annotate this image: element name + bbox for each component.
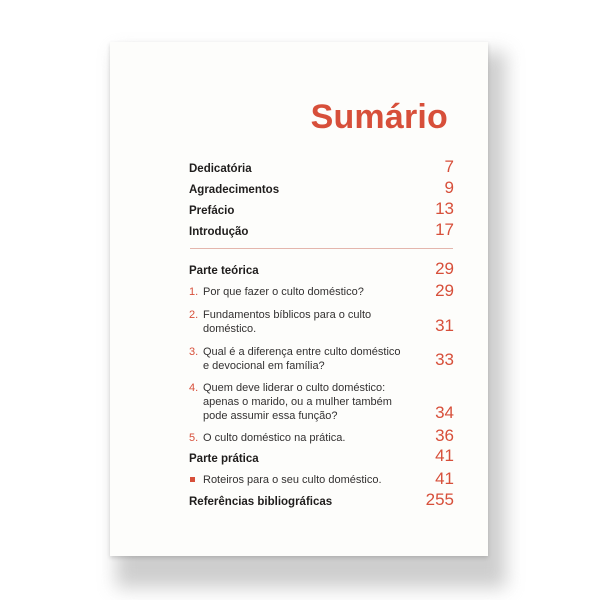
toc-chapter-page: 33	[435, 350, 454, 369]
toc-part-page: 41	[435, 446, 454, 465]
toc-chapter-3	[189, 342, 454, 376]
toc-chapter-page: 34	[435, 403, 454, 422]
toc-chapter-number: 4.	[189, 382, 199, 394]
toc-chapter-1	[189, 282, 454, 304]
toc-entry-agradecimentos	[189, 179, 454, 199]
toc-chapter-5	[189, 427, 454, 449]
toc-chapter-page: 36	[435, 426, 454, 445]
toc-part-teorica	[189, 260, 454, 280]
toc-entry-prefacio	[189, 200, 454, 220]
toc-practical-label: Roteiros para o seu culto doméstico.	[203, 474, 382, 486]
toc-part-pratica	[189, 447, 454, 467]
toc-entry-label: Prefácio	[189, 205, 235, 217]
toc-chapter-number: 1.	[189, 286, 199, 298]
toc-entry-label: Dedicatória	[189, 163, 252, 175]
toc-chapter-number: 3.	[189, 346, 199, 358]
toc-entry-page: 13	[435, 199, 454, 218]
toc-chapter-label: Quem deve liderar o culto doméstico: apenas o marido, ou a mulher também pode assumir essa função?	[203, 382, 392, 422]
toc-chapter-label: Fundamentos bíblicos para o culto doméstico.	[203, 309, 372, 335]
toc-part-page: 29	[435, 259, 454, 278]
toc-entry-dedicatoria	[189, 158, 454, 178]
book-page	[110, 42, 488, 556]
toc-chapter-number: 2.	[189, 309, 199, 321]
toc-entry-introducao	[189, 221, 454, 241]
toc-entry-label: Referências bibliográficas	[189, 496, 333, 508]
toc-entry-referencias	[189, 492, 454, 512]
toc-chapter-label: O culto doméstico na prática.	[203, 432, 346, 444]
toc-entry-label: Introdução	[189, 226, 249, 238]
toc-chapter-page: 31	[435, 316, 454, 335]
toc-chapter-2	[189, 306, 454, 340]
toc-part-label: Parte prática	[189, 453, 259, 465]
toc-entry-page: 9	[444, 178, 454, 197]
toc-chapter-label: Qual é a diferença entre culto doméstico e devocional em família?	[203, 346, 401, 372]
section-divider	[190, 248, 453, 249]
toc-entry-page: 7	[444, 157, 454, 176]
toc-entry-label: Agradecimentos	[189, 184, 280, 196]
toc-title: Sumário	[310, 98, 448, 136]
toc-practical-page: 41	[435, 469, 454, 488]
toc-chapter-page: 29	[435, 281, 454, 300]
toc-part-label: Parte teórica	[189, 265, 259, 277]
toc-entry-page: 255	[425, 490, 454, 509]
toc-chapter-number: 5.	[189, 432, 199, 444]
bullet-square-icon	[190, 477, 195, 482]
toc-chapter-label: Por que fazer o culto doméstico?	[203, 286, 364, 298]
toc-chapter-4	[189, 378, 454, 426]
toc-practical-item	[189, 470, 454, 492]
toc-entry-page: 17	[435, 220, 454, 239]
